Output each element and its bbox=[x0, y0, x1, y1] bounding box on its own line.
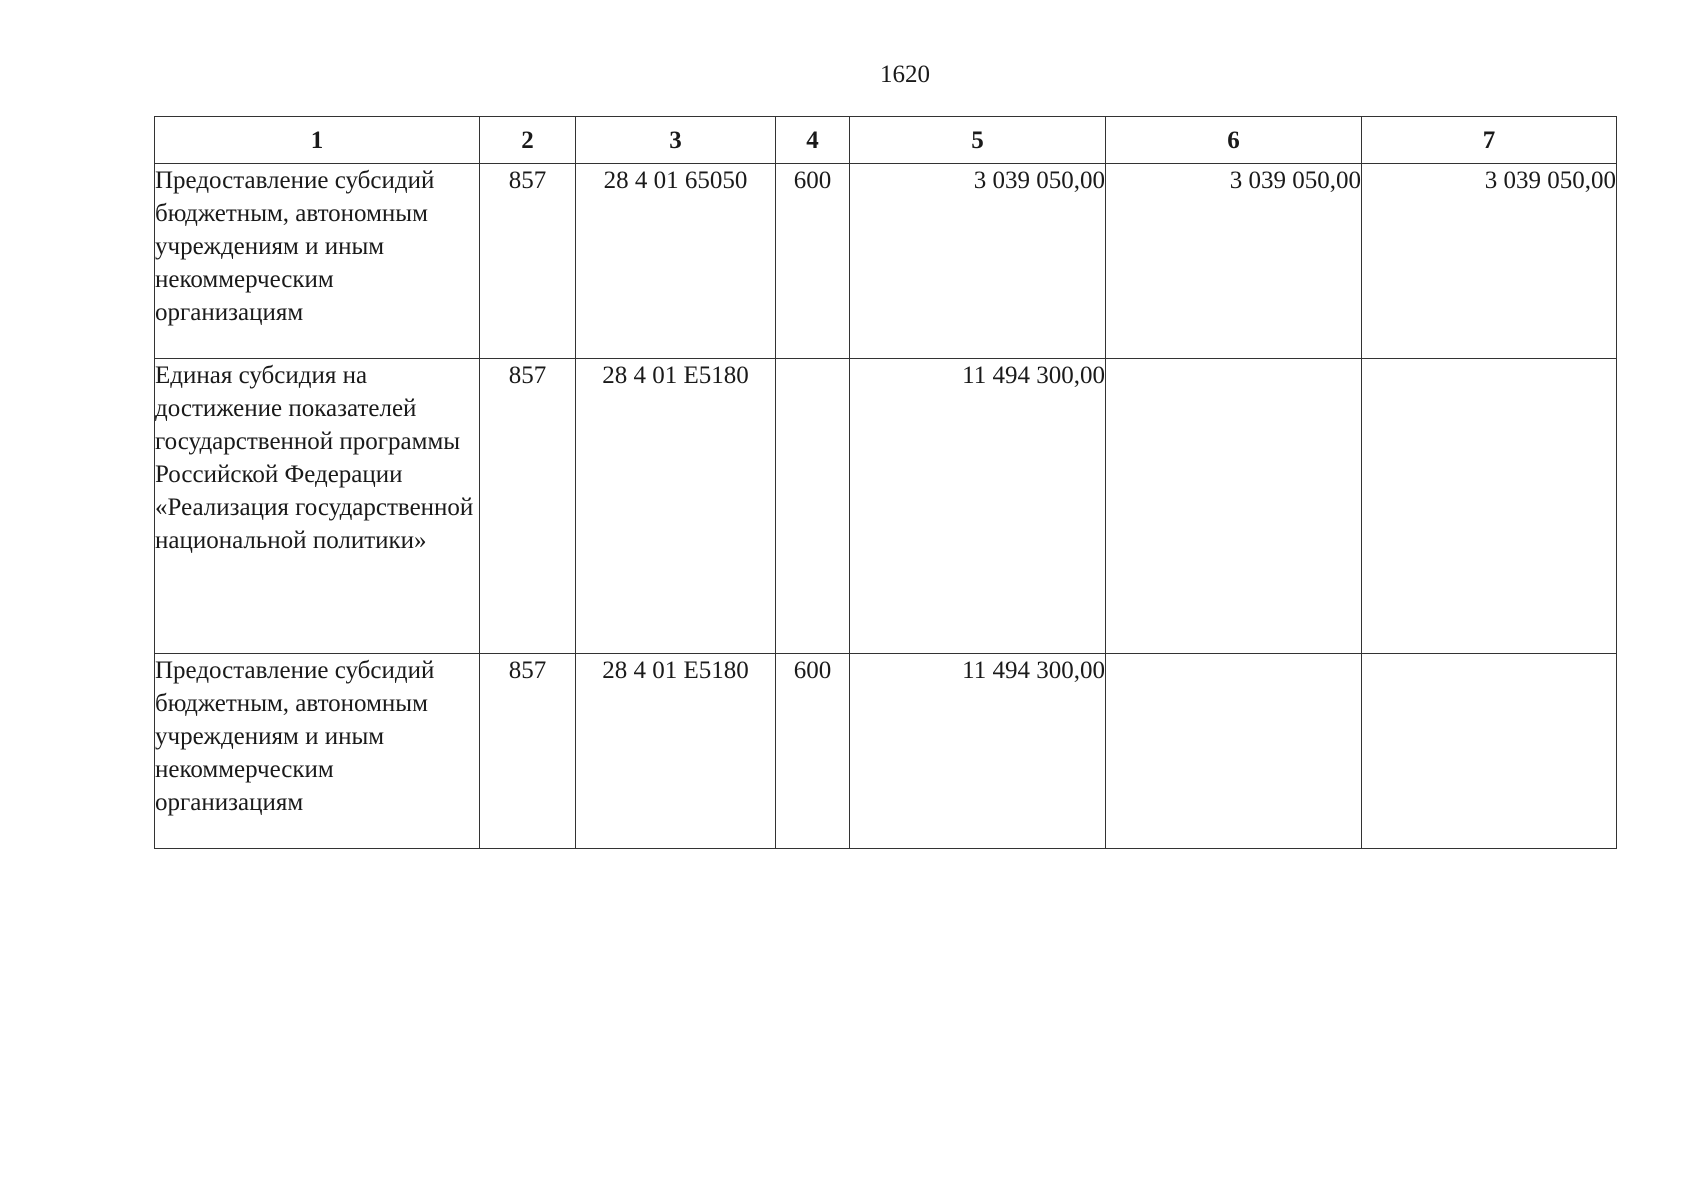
row-name: Предоставление субсидий бюджетным, автономным учреждениям и иным некоммерческим организациям bbox=[155, 164, 480, 359]
table-row bbox=[155, 359, 1617, 654]
row-target-article: 28 4 01 E5180 bbox=[576, 654, 776, 849]
header-col-4: 4 bbox=[776, 117, 850, 164]
row-amount-3 bbox=[1362, 359, 1617, 654]
table-row bbox=[155, 164, 1617, 359]
row-expense-type bbox=[776, 359, 850, 654]
row-amount-1: 11 494 300,00 bbox=[850, 359, 1106, 654]
row-code: 857 bbox=[480, 359, 576, 654]
row-amount-2 bbox=[1106, 654, 1362, 849]
header-col-7: 7 bbox=[1362, 117, 1617, 164]
row-code: 857 bbox=[480, 654, 576, 849]
row-expense-type: 600 bbox=[776, 164, 850, 359]
budget-table bbox=[154, 116, 1617, 849]
header-row bbox=[155, 117, 1617, 164]
header-col-1: 1 bbox=[155, 117, 480, 164]
header-col-3: 3 bbox=[576, 117, 776, 164]
row-amount-1: 11 494 300,00 bbox=[850, 654, 1106, 849]
row-amount-2: 3 039 050,00 bbox=[1106, 164, 1362, 359]
header-col-6: 6 bbox=[1106, 117, 1362, 164]
page-number: 1620 bbox=[880, 61, 930, 88]
row-amount-3 bbox=[1362, 654, 1617, 849]
row-amount-1: 3 039 050,00 bbox=[850, 164, 1106, 359]
row-amount-2 bbox=[1106, 359, 1362, 654]
header-col-5: 5 bbox=[850, 117, 1106, 164]
row-expense-type: 600 bbox=[776, 654, 850, 849]
table-row bbox=[155, 654, 1617, 849]
header-col-2: 2 bbox=[480, 117, 576, 164]
row-target-article: 28 4 01 E5180 bbox=[576, 359, 776, 654]
row-code: 857 bbox=[480, 164, 576, 359]
row-name: Единая субсидия на достижение показателей государственной программы Российской Федерации «Реализация государственной национальной политики» bbox=[155, 359, 480, 654]
row-amount-3: 3 039 050,00 bbox=[1362, 164, 1617, 359]
row-target-article: 28 4 01 65050 bbox=[576, 164, 776, 359]
row-name: Предоставление субсидий бюджетным, автономным учреждениям и иным некоммерческим организациям bbox=[155, 654, 480, 849]
